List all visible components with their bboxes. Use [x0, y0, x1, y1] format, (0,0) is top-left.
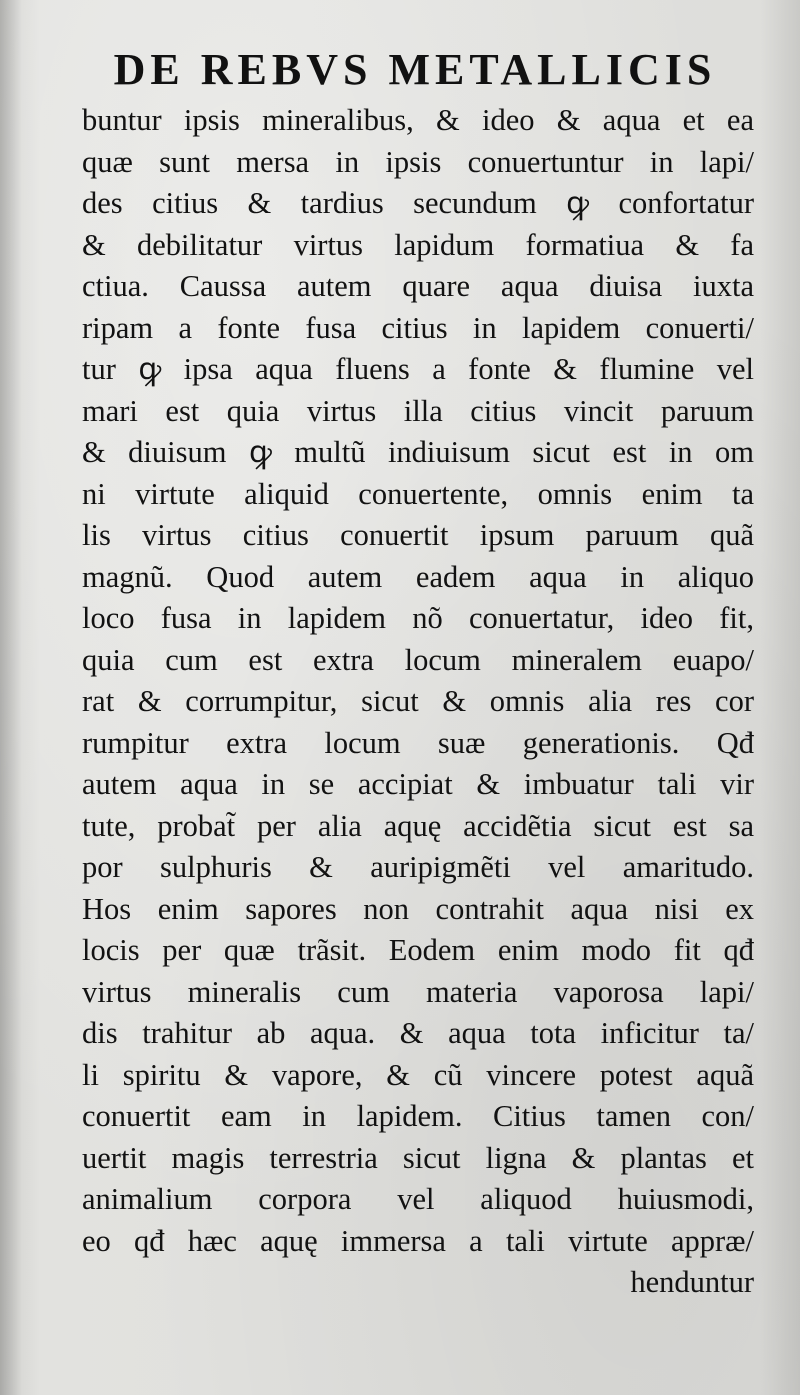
text-line: locis per quæ trãsit. Eodem enim modo fit qđ	[82, 933, 754, 967]
text-line: tute, probat̃ per alia aquę accidẽtia sicut est sa	[82, 808, 754, 843]
body-text	[82, 100, 754, 1304]
text-line: des citius & tardius secundum ꝙ confortatur	[82, 186, 754, 220]
text-line: tur ꝙ ipsa aqua fluens a fonte & flumine vel	[82, 352, 754, 386]
text-line: dis trahitur ab aqua. & aqua tota inficitur ta/	[82, 1016, 754, 1050]
text-line: conuertit eam in lapidem. Citius tamen con/	[82, 1099, 754, 1133]
text-line: Hos enim sapores non contrahit aqua nisi ex	[82, 891, 754, 926]
running-title: DE REBVS METALLICIS	[113, 45, 717, 94]
text-line: rat & corrumpitur, sicut & omnis alia res cor	[82, 684, 754, 718]
text-line: animalium corpora vel aliquod huiusmodi,	[82, 1182, 754, 1216]
text-line: ni virtute aliquid conuertente, omnis enim ta	[82, 476, 754, 511]
text-line: eo qđ hæc aquę immersa a tali virtute appræ/	[82, 1223, 754, 1258]
text-line: magnũ. Quod autem eadem aqua in aliquo	[82, 559, 754, 594]
catchword: henduntur	[630, 1265, 754, 1299]
text-line: rumpitur extra locum suæ generationis. Qđ	[82, 725, 754, 760]
text-line: autem aqua in se accipiat & imbuatur tali vir	[82, 767, 754, 801]
text-line: quæ sunt mersa in ipsis conuertuntur in lapi/	[82, 144, 754, 179]
text-line: lis virtus citius conuertit ipsum paruum quã	[82, 518, 754, 552]
text-line: quia cum est extra locum mineralem euapo/	[82, 642, 754, 677]
text-line: li spiritu & vapore, & cũ vincere potest aquã	[82, 1057, 754, 1092]
text-line: virtus mineralis cum materia vaporosa lapi/	[82, 974, 754, 1009]
text-line: ripam a fonte fusa citius in lapidem conuerti/	[82, 310, 754, 345]
text-line: mari est quia virtus illa citius vincit paruum	[82, 393, 754, 428]
text-line: uertit magis terrestria sicut ligna & plantas et	[82, 1140, 754, 1175]
text-line: & diuisum ꝙ multũ indiuisum sicut est in om	[82, 435, 754, 469]
text-line: buntur ipsis mineralibus, & ideo & aqua et ea	[82, 103, 754, 137]
text-line: loco fusa in lapidem nõ conuertatur, ideo fit,	[82, 601, 754, 635]
text-line: por sulphuris & auripigmẽti vel amaritudo.	[82, 850, 754, 884]
page-gutter-shadow	[0, 0, 22, 1395]
text-line: ctiua. Caussa autem quare aqua diuisa iuxta	[82, 269, 754, 303]
text-line: & debilitatur virtus lapidum formatiua & fa	[82, 227, 754, 262]
